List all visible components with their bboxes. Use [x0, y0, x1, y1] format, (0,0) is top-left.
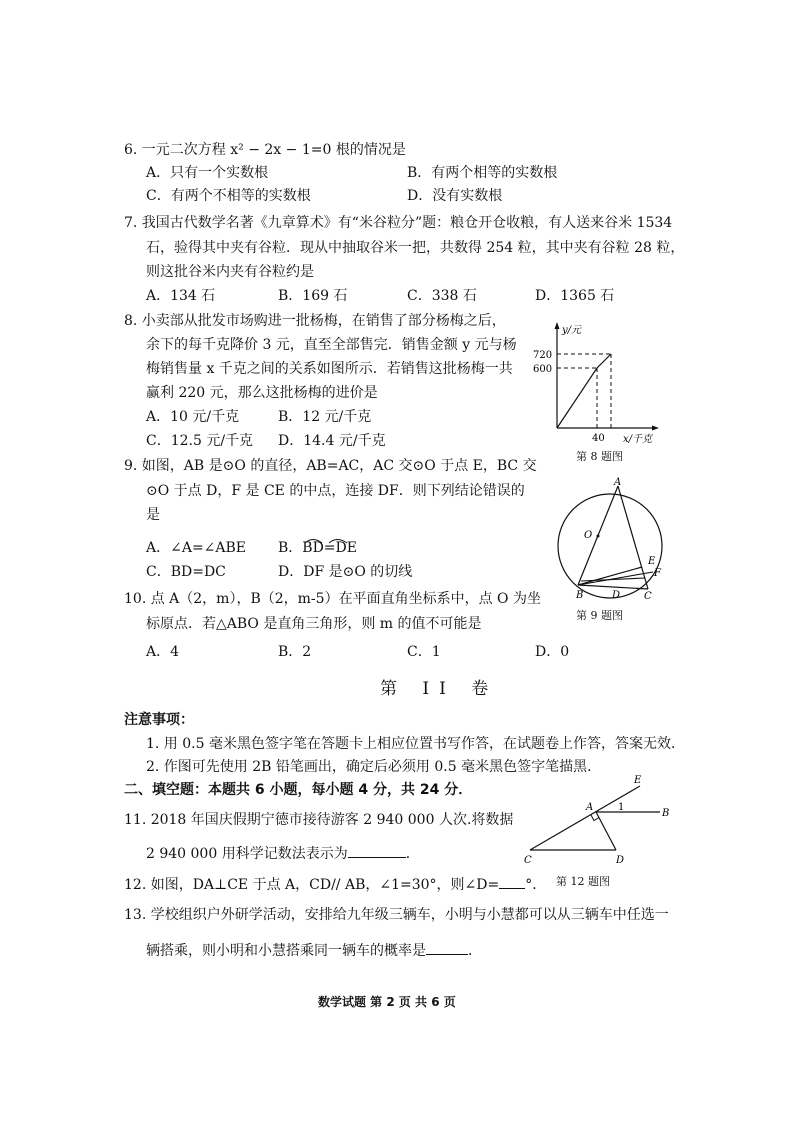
q8-option-a: A．10 元/千克 — [146, 409, 240, 425]
q9-option-c: C．BD=DC — [146, 564, 226, 580]
q11-line2 — [146, 843, 420, 864]
q13-end: ． — [468, 943, 482, 959]
q9-option-b: B．BD=DE — [278, 540, 357, 556]
q12-end: °． — [525, 877, 547, 893]
q8-fig-caption: 第 8 题图 — [576, 450, 623, 463]
q6-stem: 6. 一元二次方程 x² − 2x − 1=0 根的情况是 — [124, 142, 406, 158]
q8-figure — [525, 318, 665, 448]
q9-fig-d: D — [612, 590, 621, 601]
q6-option-d: D．没有实数根 — [407, 188, 503, 204]
q8-fig-y720: 720 — [533, 350, 553, 361]
section-title: 第 II 卷 — [380, 679, 499, 699]
q12-fig-caption: 第 12 题图 — [556, 875, 610, 888]
q6-option-b: B．有两个相等的实数根 — [407, 165, 558, 181]
q10-option-d: D．0 — [535, 644, 570, 660]
q8-fig-x40: 40 — [592, 433, 605, 444]
q12-fig-a: A — [586, 802, 594, 813]
q10-option-c: C．1 — [407, 644, 441, 660]
q12-line — [124, 874, 546, 895]
page-footer: 数学试题 第 2 页 共 6 页 — [318, 995, 456, 1009]
q11-line2-text: 2 940 000 用科学记数法表示为 — [146, 846, 348, 862]
q8-fig-xlabel: x/千克 — [623, 434, 653, 445]
fill-section-heading: 二、填空题：本题共 6 小题，每小题 4 分，共 24 分． — [124, 782, 473, 798]
q7-line1: 7. 我国古代数学名著《九章算术》有“米谷粒分”题：粮仓开仓收粮，有人送来谷米 1534 — [124, 215, 673, 231]
notice-item-2: 2. 作图可先使用 2B 铅笔画出，确定后必须用 0.5 毫米黑色签字笔描黑． — [146, 759, 602, 775]
q9-line1: 9. 如图，AB 是⊙O 的直径，AB=AC，AC 交⊙O 于点 E，BC 交 — [124, 458, 537, 474]
q8-line2: 余下的每千克降价 3 元，直至全部售完．销售金额 y 元与杨 — [146, 337, 517, 353]
q7-line3: 则这批谷米内夹有谷粒约是 — [146, 264, 314, 280]
q12-fig-d: D — [616, 855, 625, 866]
q8-fig-ylabel: y/元 — [562, 325, 582, 336]
q9-option-a: A．∠A=∠ABE — [146, 540, 247, 556]
q8-line4: 赢利 220 元，那么这批杨梅的进价是 — [146, 385, 378, 401]
q12-fig-1: 1 — [618, 802, 625, 813]
q12-answer-blank — [499, 874, 525, 889]
q12-fig-c: C — [524, 855, 532, 866]
q12-fig-b: B — [662, 808, 670, 819]
q9-line3: 是 — [146, 507, 160, 523]
q11-line1: 11. 2018 年国庆假期宁德市接待游客 2 940 000 人次.将数据 — [124, 812, 514, 828]
q9-fig-b: B — [576, 590, 584, 601]
q9-figure — [538, 472, 673, 607]
q10-option-b: B．2 — [278, 644, 312, 660]
q7-option-d: D．1365 石 — [535, 288, 615, 304]
q11-end: ． — [405, 846, 420, 862]
q7-option-c: C．338 石 — [407, 288, 477, 304]
q9-line2: ⊙O 于点 D，F 是 CE 的中点，连接 DF．则下列结论错误的 — [146, 483, 525, 499]
q9-fig-o: O — [584, 530, 593, 541]
q8-option-c: C．12.5 元/千克 — [146, 433, 254, 449]
q9-fig-e: E — [648, 556, 656, 567]
q12-figure — [520, 772, 680, 872]
q6-option-a: A．只有一个实数根 — [146, 165, 269, 181]
q9-fig-c: C — [644, 591, 652, 602]
q11-answer-blank — [348, 843, 406, 858]
q6-option-c: C．有两个不相等的实数根 — [146, 188, 311, 204]
q9-fig-caption: 第 9 题图 — [576, 609, 623, 622]
q7-option-a: A．134 石 — [146, 288, 216, 304]
q10-line1: 10. 点 A（2，m），B（2，m-5）在平面直角坐标系中，点 O 为坐 — [124, 591, 541, 607]
q10-line2: 标原点．若△ABO 是直角三角形，则 m 的值不可能是 — [146, 616, 482, 632]
q13-line2 — [146, 940, 482, 961]
q13-line2-text: 辆搭乘，则小明和小慧搭乘同一辆车的概率是 — [146, 943, 426, 959]
notice-item-1: 1. 用 0.5 毫米黑色签字笔在答题卡上相应位置书写作答，在试题卷上作答，答案无效． — [146, 736, 685, 752]
notice-heading: 注意事项： — [124, 712, 194, 728]
q9-fig-f: F — [654, 568, 661, 579]
q12-fig-e: E — [634, 775, 642, 786]
q8-option-d: D．14.4 元/千克 — [278, 433, 386, 449]
q8-option-b: B．12 元/千克 — [278, 409, 372, 425]
q7-line2: 石，验得其中夹有谷粒．现从中抽取谷米一把，共数得 254 粒，其中夹有谷粒 28 粒， — [146, 240, 685, 256]
q12-text: 12. 如图，DA⊥CE 于点 A，CD// AB，∠1=30°，则∠D= — [124, 877, 500, 893]
q9-option-d: D．DF 是⊙O 的切线 — [278, 564, 413, 580]
q8-line1: 8. 小卖部从批发市场购进一批杨梅，在销售了部分杨梅之后， — [124, 313, 506, 329]
q13-line1: 13. 学校组织户外研学活动，安排给九年级三辆车，小明与小慧都可以从三辆车中任选一 — [124, 907, 669, 923]
q8-fig-y600: 600 — [533, 364, 553, 375]
arc-mark-icon — [303, 536, 349, 544]
q7-option-b: B．169 石 — [278, 288, 348, 304]
q13-answer-blank — [426, 940, 468, 955]
q9-fig-a: A — [614, 477, 622, 488]
q8-line3: 梅销售量 x 千克之间的关系如图所示．若销售这批杨梅一共 — [146, 361, 513, 377]
q10-option-a: A．4 — [146, 644, 180, 660]
